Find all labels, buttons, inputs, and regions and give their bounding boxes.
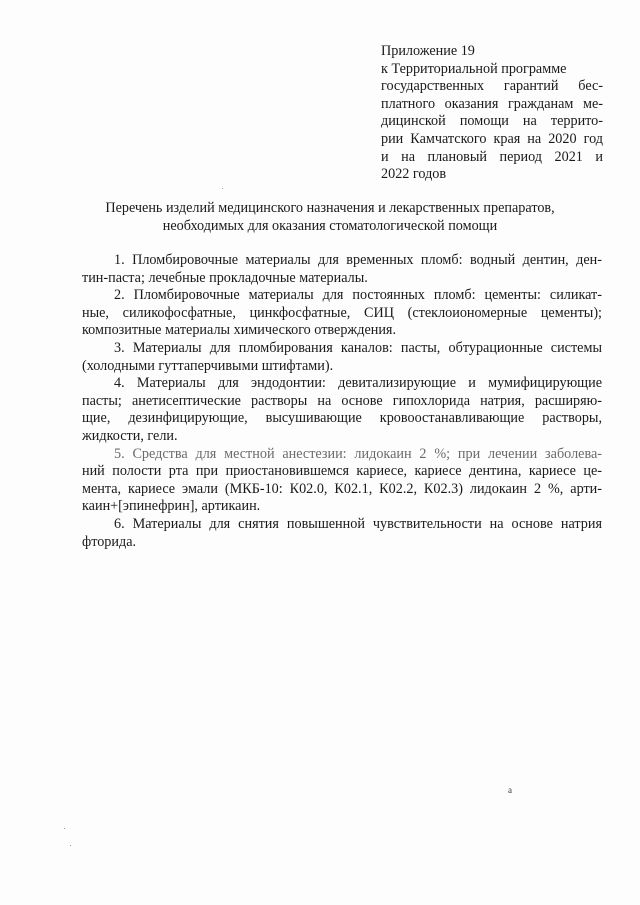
item-line: 3. Материалы для пломбирования каналов: пасты, обтурационные системы: [114, 339, 602, 356]
list-item: [82, 340, 602, 375]
list-item: [82, 375, 602, 445]
appendix-line: 2022 годов: [381, 166, 447, 183]
item-line: мента, кариесе эмали (МКБ-10: К02.0, К02.1, К02.2, К02.3) лидокаин 2 %, арти-: [82, 480, 602, 497]
scan-speck: [70, 845, 71, 846]
document-title: [60, 200, 600, 235]
appendix-line: дицинской помощи на террито-: [381, 113, 603, 130]
item-line: жидкости, гели.: [82, 427, 178, 444]
appendix-line: к Территориальной программе: [381, 60, 567, 77]
list-item: [82, 287, 602, 340]
title-line: Перечень изделий медицинского назначения и лекарственных препаратов,: [105, 200, 555, 216]
item-line: тин-паста; лечебные прокладочные материалы.: [82, 269, 368, 286]
item-line: композитные материалы химического отверждения.: [82, 322, 397, 339]
list-item: [82, 516, 602, 551]
scan-speck: [222, 188, 223, 189]
appendix-line: платного оказания гражданам ме-: [381, 95, 603, 112]
appendix-line: рии Камчатского края на 2020 год: [381, 130, 603, 147]
page-mark: а: [508, 785, 512, 795]
item-line: пасты; анетисептические растворы на основе гипохлорида натрия, расширяю-: [82, 392, 602, 409]
document-body: [82, 252, 602, 551]
item-line: фторида.: [82, 533, 137, 550]
item-line: щие, дезинфицирующие, высушивающие кровоостанавливающие растворы,: [82, 410, 602, 427]
list-item: [82, 446, 602, 516]
appendix-line: и на плановый период 2021 и: [381, 148, 603, 165]
scan-speck: [64, 828, 65, 829]
item-line: ные, силикофосфатные, цинкфосфатные, СИЦ (стеклоиономерные цементы);: [82, 304, 602, 321]
item-line: ний полости рта при приостановившемся кариесе, кариесе дентина, кариесе це-: [82, 463, 602, 480]
appendix-reference: [381, 43, 603, 184]
item-line: 1. Пломбировочные материалы для временных пломб: водный дентин, ден-: [114, 252, 602, 268]
title-line: необходимых для оказания стоматологической помощи: [162, 217, 498, 234]
item-line: 5. Средства для местной анестезии: лидокаин 2 %; при лечении заболева-: [114, 445, 602, 462]
item-line: (холодными гуттаперчивыми штифтами).: [82, 357, 334, 374]
item-line: 6. Материалы для снятия повышенной чувствительности на основе натрия: [114, 515, 602, 532]
item-line: 2. Пломбировочные материалы для постоянных пломб: цементы: силикат-: [114, 287, 602, 304]
item-line: 4. Материалы для эндодонтии: девитализирующие и мумифицирующие: [114, 375, 602, 392]
appendix-line: Приложение 19: [381, 43, 475, 59]
appendix-line: государственных гарантий бес-: [381, 78, 603, 95]
list-item: [82, 252, 602, 287]
item-line: каин+[эпинефрин], артикаин.: [82, 498, 261, 515]
